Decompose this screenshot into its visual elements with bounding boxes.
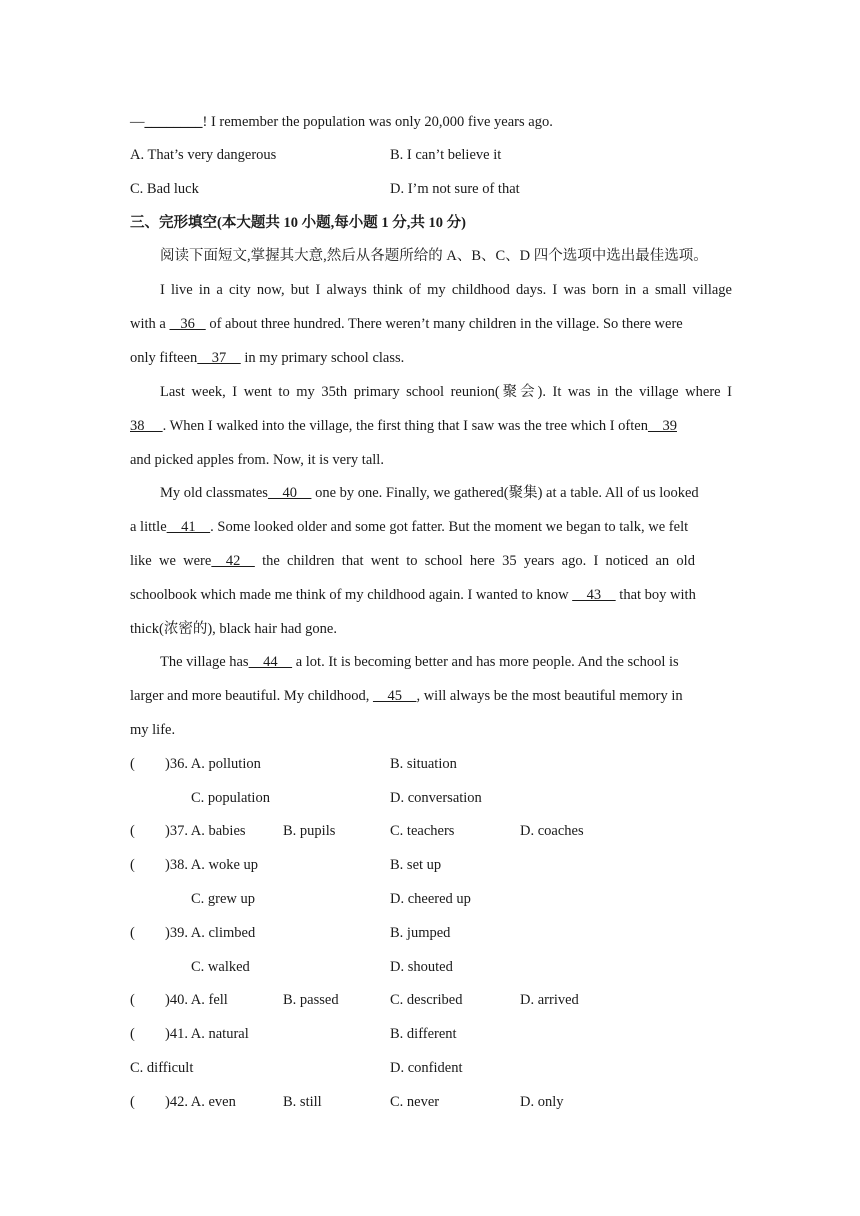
- question-38-d: D. cheered up: [390, 891, 471, 907]
- stem-dash: —: [130, 114, 145, 130]
- passage-text: a little: [130, 519, 167, 535]
- section-instruction: 阅读下面短文,掌握其大意,然后从各题所给的 A、B、C、D 四个选项中选出最佳选项。: [160, 248, 708, 264]
- passage-text: my life.: [130, 722, 176, 738]
- passage-line: [130, 619, 337, 639]
- passage-text: larger and more beautiful. My childhood,: [130, 688, 373, 704]
- passage-text: and picked apples from. Now, it is very tall.: [130, 452, 384, 468]
- passage-text: the children that went to school here 35 years ago. I noticed an old: [254, 553, 695, 569]
- passage-text: The village has: [160, 654, 249, 670]
- question-36-a: )36. A. pollution: [165, 756, 261, 772]
- blank-42: 42: [211, 553, 255, 569]
- passage-text: of about three hundred. There weren’t many children in the village. So there were: [205, 316, 683, 332]
- option-row: [130, 179, 199, 199]
- question-39-c: C. walked: [191, 959, 250, 975]
- question-37-c: C. teachers: [390, 823, 455, 839]
- passage-line: [130, 348, 404, 368]
- passage-text: I live in a city now, but I always think of my childhood days. I was born in a small village: [160, 282, 732, 298]
- blank-36: 36: [169, 316, 206, 332]
- blank-40: 40: [267, 485, 312, 501]
- answer-paren: (: [130, 992, 135, 1008]
- answer-paren: (: [130, 1094, 135, 1110]
- option-d: D. I’m not sure of that: [390, 181, 520, 197]
- passage-text: Last week, I went to my 35th primary school reunion(聚会). It was in the village where I: [160, 384, 732, 400]
- blank-37: 37: [197, 350, 241, 366]
- passage-line: [130, 314, 683, 334]
- option-c: C. Bad luck: [130, 181, 199, 197]
- question-40-d: D. arrived: [520, 992, 579, 1008]
- section-heading: 三、完形填空(本大题共 10 小题,每小题 1 分,共 10 分): [130, 215, 466, 231]
- passage-line: [130, 686, 683, 706]
- question-36-d: D. conversation: [390, 790, 482, 806]
- question-40-b: B. passed: [283, 992, 339, 1008]
- passage-text: in my primary school class.: [240, 350, 405, 366]
- passage-text: , will always be the most beautiful memory in: [416, 688, 683, 704]
- blank-38: 38: [130, 418, 163, 434]
- question-41-c: C. difficult: [130, 1060, 194, 1076]
- passage-line: [160, 382, 732, 402]
- passage-text: schoolbook which made me think of my childhood again. I wanted to know: [130, 587, 573, 603]
- option-row: [130, 145, 276, 165]
- passage-text: a lot. It is becoming better and has more people. And the school is: [292, 654, 679, 670]
- passage-text: My old classmates: [160, 485, 268, 501]
- passage-text: like we were: [130, 553, 212, 569]
- question-42-c: C. never: [390, 1094, 440, 1110]
- question-39-d: D. shouted: [390, 959, 453, 975]
- answer-paren: (: [130, 857, 135, 873]
- question-38-a: )38. A. woke up: [165, 857, 259, 873]
- passage-text: that boy with: [615, 587, 696, 603]
- question-41-b: B. different: [390, 1026, 457, 1042]
- question-38-c: C. grew up: [191, 891, 256, 907]
- answer-paren: (: [130, 823, 135, 839]
- option-b: B. I can’t believe it: [390, 147, 502, 163]
- answer-paren: (: [130, 925, 135, 941]
- question-37-a: )37. A. babies: [165, 823, 246, 839]
- passage-line: [130, 720, 175, 740]
- blank-45: 45: [372, 688, 417, 704]
- question-38-b: B. set up: [390, 857, 442, 873]
- answer-paren: (: [130, 756, 135, 772]
- passage-line: [130, 551, 695, 571]
- stem-text: ! I remember the population was only 20,000 five years ago.: [202, 114, 553, 130]
- passage-line: [130, 585, 696, 605]
- passage-line: [160, 280, 732, 300]
- passage-text: . Some looked older and some got fatter. But the moment we began to talk, we felt: [210, 519, 689, 535]
- answer-blank: ________: [144, 114, 203, 130]
- question-36-c: C. population: [191, 790, 270, 806]
- passage-line: [130, 450, 384, 470]
- question-39-a: )39. A. climbed: [165, 925, 256, 941]
- question-37-b: B. pupils: [283, 823, 336, 839]
- question-36-b: B. situation: [390, 756, 457, 772]
- passage-text: thick(浓密的), black hair had gone.: [130, 621, 337, 637]
- passage-text: . When I walked into the village, the first thing that I saw was the tree which I often: [162, 418, 648, 434]
- passage-text: only fifteen: [130, 350, 198, 366]
- blank-43: 43: [572, 587, 616, 603]
- question-42-d: D. only: [520, 1094, 564, 1110]
- question-40-a: )40. A. fell: [165, 992, 228, 1008]
- question-stem: [130, 112, 553, 132]
- question-41-d: D. confident: [390, 1060, 463, 1076]
- answer-paren: (: [130, 1026, 135, 1042]
- question-42-a: )42. A. even: [165, 1094, 236, 1110]
- blank-41: 41: [166, 519, 211, 535]
- blank-44: 44: [248, 654, 293, 670]
- passage-line: [160, 652, 679, 672]
- blank-39: 39: [647, 418, 677, 434]
- option-a: A. That’s very dangerous: [130, 147, 277, 163]
- question-40-c: C. described: [390, 992, 463, 1008]
- passage-line: [130, 517, 688, 537]
- passage-text: one by one. Finally, we gathered(聚集) at a table. All of us looked: [311, 485, 699, 501]
- question-41-a: )41. A. natural: [165, 1026, 249, 1042]
- passage-line: [130, 416, 677, 436]
- question-37-d: D. coaches: [520, 823, 584, 839]
- passage-text: with a: [130, 316, 170, 332]
- question-39-b: B. jumped: [390, 925, 451, 941]
- passage-line: [160, 483, 699, 503]
- question-42-b: B. still: [283, 1094, 322, 1110]
